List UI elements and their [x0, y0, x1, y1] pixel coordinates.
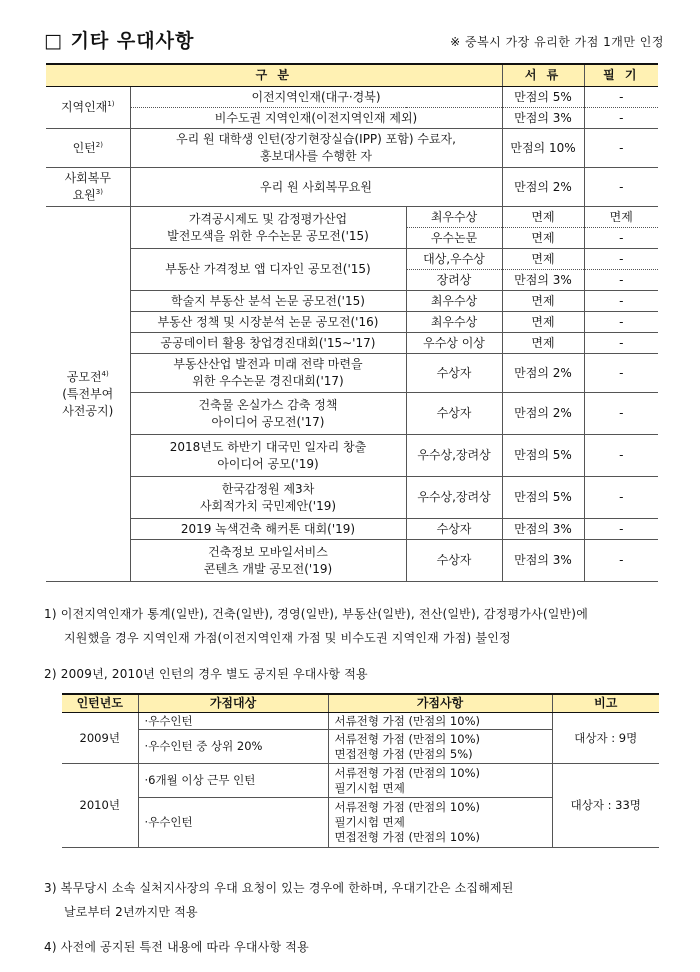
table-row	[62, 713, 659, 730]
footnote-4: 4) 사전에 공지된 특전 내용에 따라 우대사항 적용	[44, 940, 309, 954]
award-cell: 최우수상	[406, 291, 502, 312]
table-row	[46, 540, 658, 582]
doc-cell: 만점의 3%	[502, 270, 584, 291]
doc-cell: 만점의 5%	[502, 477, 584, 519]
contest-name: 공공데이터 활용 창업경진대회('15∼'17)	[130, 333, 406, 354]
table-header-row	[46, 64, 658, 87]
header-detail: 가점사항	[328, 694, 552, 713]
detail-cell: 서류전형 가점 (만점의 10%) 면접전형 가점 (만점의 5%)	[328, 730, 552, 764]
doc-cell: 만점의 5%	[502, 87, 584, 108]
remark-cell: 대상자 : 33명	[552, 764, 659, 848]
award-cell: 수상자	[406, 519, 502, 540]
written-cell: -	[584, 129, 658, 168]
table-row	[62, 764, 659, 798]
written-cell: -	[584, 477, 658, 519]
award-cell: 최우수상	[406, 312, 502, 333]
written-cell: -	[584, 519, 658, 540]
table-row	[46, 168, 658, 207]
remark-cell: 대상자 : 9명	[552, 713, 659, 764]
written-cell: -	[584, 312, 658, 333]
written-cell: -	[584, 435, 658, 477]
target-cell: ·우수인턴 중 상위 20%	[138, 730, 328, 764]
doc-cell: 면제	[502, 291, 584, 312]
regional-desc: 비수도권 지역인재(이전지역인재 제외)	[130, 108, 502, 129]
footnote-1: 1) 이전지역인재가 통계(일반), 건축(일반), 경영(일반), 부동산(일반), 전산(일반), 감정평가사(일반)에 지원했을 경우 지역인재 가점(이전지역인재 가점 및 비수도권 지역인재 가점) 불인정	[44, 607, 588, 645]
target-cell: ·우수인턴	[138, 713, 328, 730]
table-row	[46, 108, 658, 129]
duplicate-note: ※ 중복시 가장 유리한 가점 1개만 인정	[450, 35, 664, 49]
table-row	[46, 129, 658, 168]
doc-cell: 면제	[502, 207, 584, 228]
written-cell: -	[584, 87, 658, 108]
header-written: 필 기	[584, 64, 658, 87]
social-desc: 우리 원 사회복무요원	[130, 168, 502, 207]
written-cell: -	[584, 291, 658, 312]
doc-cell: 만점의 5%	[502, 435, 584, 477]
contest-name: 학술지 부동산 분석 논문 공모전('15)	[130, 291, 406, 312]
written-cell: -	[584, 168, 658, 207]
detail-cell: 서류전형 가점 (만점의 10%)	[328, 713, 552, 730]
intern-desc: 우리 원 대학생 인턴(장기현장실습(IPP) 포함) 수료자, 홍보대사를 수행한 자	[130, 129, 502, 168]
award-cell: 우수논문	[406, 228, 502, 249]
award-cell: 최우수상	[406, 207, 502, 228]
doc-cell: 만점의 2%	[502, 168, 584, 207]
award-cell: 수상자	[406, 540, 502, 582]
table-row	[46, 291, 658, 312]
doc-cell: 만점의 2%	[502, 354, 584, 393]
header-remark: 비고	[552, 694, 659, 713]
written-cell: -	[584, 354, 658, 393]
written-cell: -	[584, 333, 658, 354]
footnote-2: 2) 2009년, 2010년 인턴의 경우 별도 공지된 우대사항 적용	[44, 667, 368, 681]
year-cell: 2009년	[62, 713, 138, 764]
award-cell: 우수상,장려상	[406, 477, 502, 519]
table-row	[46, 207, 658, 228]
detail-cell: 서류전형 가점 (만점의 10%) 필기시험 면제 면접전형 가점 (만점의 10%)	[328, 798, 552, 848]
contest-name: 2019 녹색건축 해커톤 대회('19)	[130, 519, 406, 540]
doc-cell: 만점의 3%	[502, 540, 584, 582]
table-row	[46, 333, 658, 354]
doc-cell: 만점의 3%	[502, 108, 584, 129]
doc-cell: 면제	[502, 249, 584, 270]
written-cell: -	[584, 249, 658, 270]
written-cell: -	[584, 270, 658, 291]
header-year: 인턴년도	[62, 694, 138, 713]
table-row	[46, 87, 658, 108]
award-cell: 우수상,장려상	[406, 435, 502, 477]
intern-label: 인턴$^{2)}$	[46, 129, 130, 168]
table-row	[46, 519, 658, 540]
doc-cell: 만점의 3%	[502, 519, 584, 540]
contest-name: 부동산 가격정보 앱 디자인 공모전('15)	[130, 249, 406, 291]
doc-cell: 만점의 10%	[502, 129, 584, 168]
table-row	[46, 435, 658, 477]
header-document: 서 류	[502, 64, 584, 87]
written-cell: -	[584, 540, 658, 582]
social-label: 사회복무 요원$^{3)}$	[46, 168, 130, 207]
preference-table	[46, 63, 658, 582]
year-cell: 2010년	[62, 764, 138, 848]
doc-cell: 면제	[502, 312, 584, 333]
award-cell: 우수상 이상	[406, 333, 502, 354]
contest-name: 가격공시제도 및 감정평가산업 발전모색을 위한 우수논문 공모전('15)	[130, 207, 406, 249]
contest-name: 2018년도 하반기 대국민 일자리 창출 아이디어 공모('19)	[130, 435, 406, 477]
section-title: □ 기타 우대사항	[44, 30, 195, 52]
regional-label: 지역인재$^{1)}$	[46, 87, 130, 129]
header-category: 구 분	[46, 64, 502, 87]
table-row	[46, 249, 658, 270]
table-row	[46, 312, 658, 333]
written-cell: 면제	[584, 207, 658, 228]
contest-name: 부동산 정책 및 시장분석 논문 공모전('16)	[130, 312, 406, 333]
written-cell: -	[584, 393, 658, 435]
regional-desc: 이전지역인재(대구·경북)	[130, 87, 502, 108]
header-target: 가점대상	[138, 694, 328, 713]
target-cell: ·우수인턴	[138, 798, 328, 848]
award-cell: 수상자	[406, 354, 502, 393]
contest-name: 건축물 온실가스 감축 정책 아이디어 공모전('17)	[130, 393, 406, 435]
award-cell: 수상자	[406, 393, 502, 435]
award-cell: 대상,우수상	[406, 249, 502, 270]
doc-cell: 면제	[502, 228, 584, 249]
target-cell: ·6개월 이상 근무 인턴	[138, 764, 328, 798]
contest-label: 공모전$^{4)}$ (특전부여 사전공지)	[46, 207, 130, 582]
contest-name: 부동산산업 발전과 미래 전략 마련을 위한 우수논문 경진대회('17)	[130, 354, 406, 393]
doc-cell: 만점의 2%	[502, 393, 584, 435]
award-cell: 장려상	[406, 270, 502, 291]
table-row	[46, 354, 658, 393]
intern-history-table	[62, 693, 659, 848]
written-cell: -	[584, 108, 658, 129]
footnote-3: 3) 복무당시 소속 실처지사장의 우대 요청이 있는 경우에 한하며, 우대기간은 소집해제된 날로부터 2년까지만 적용	[44, 881, 514, 919]
doc-cell: 면제	[502, 333, 584, 354]
table-row	[46, 393, 658, 435]
table-row	[46, 477, 658, 519]
detail-cell: 서류전형 가점 (만점의 10%) 필기시험 면제	[328, 764, 552, 798]
contest-name: 건축정보 모바일서비스 콘텐츠 개발 공모전('19)	[130, 540, 406, 582]
section-header	[44, 26, 664, 56]
table-header-row	[62, 694, 659, 713]
written-cell: -	[584, 228, 658, 249]
contest-name: 한국감정원 제3차 사회적가치 국민제안('19)	[130, 477, 406, 519]
